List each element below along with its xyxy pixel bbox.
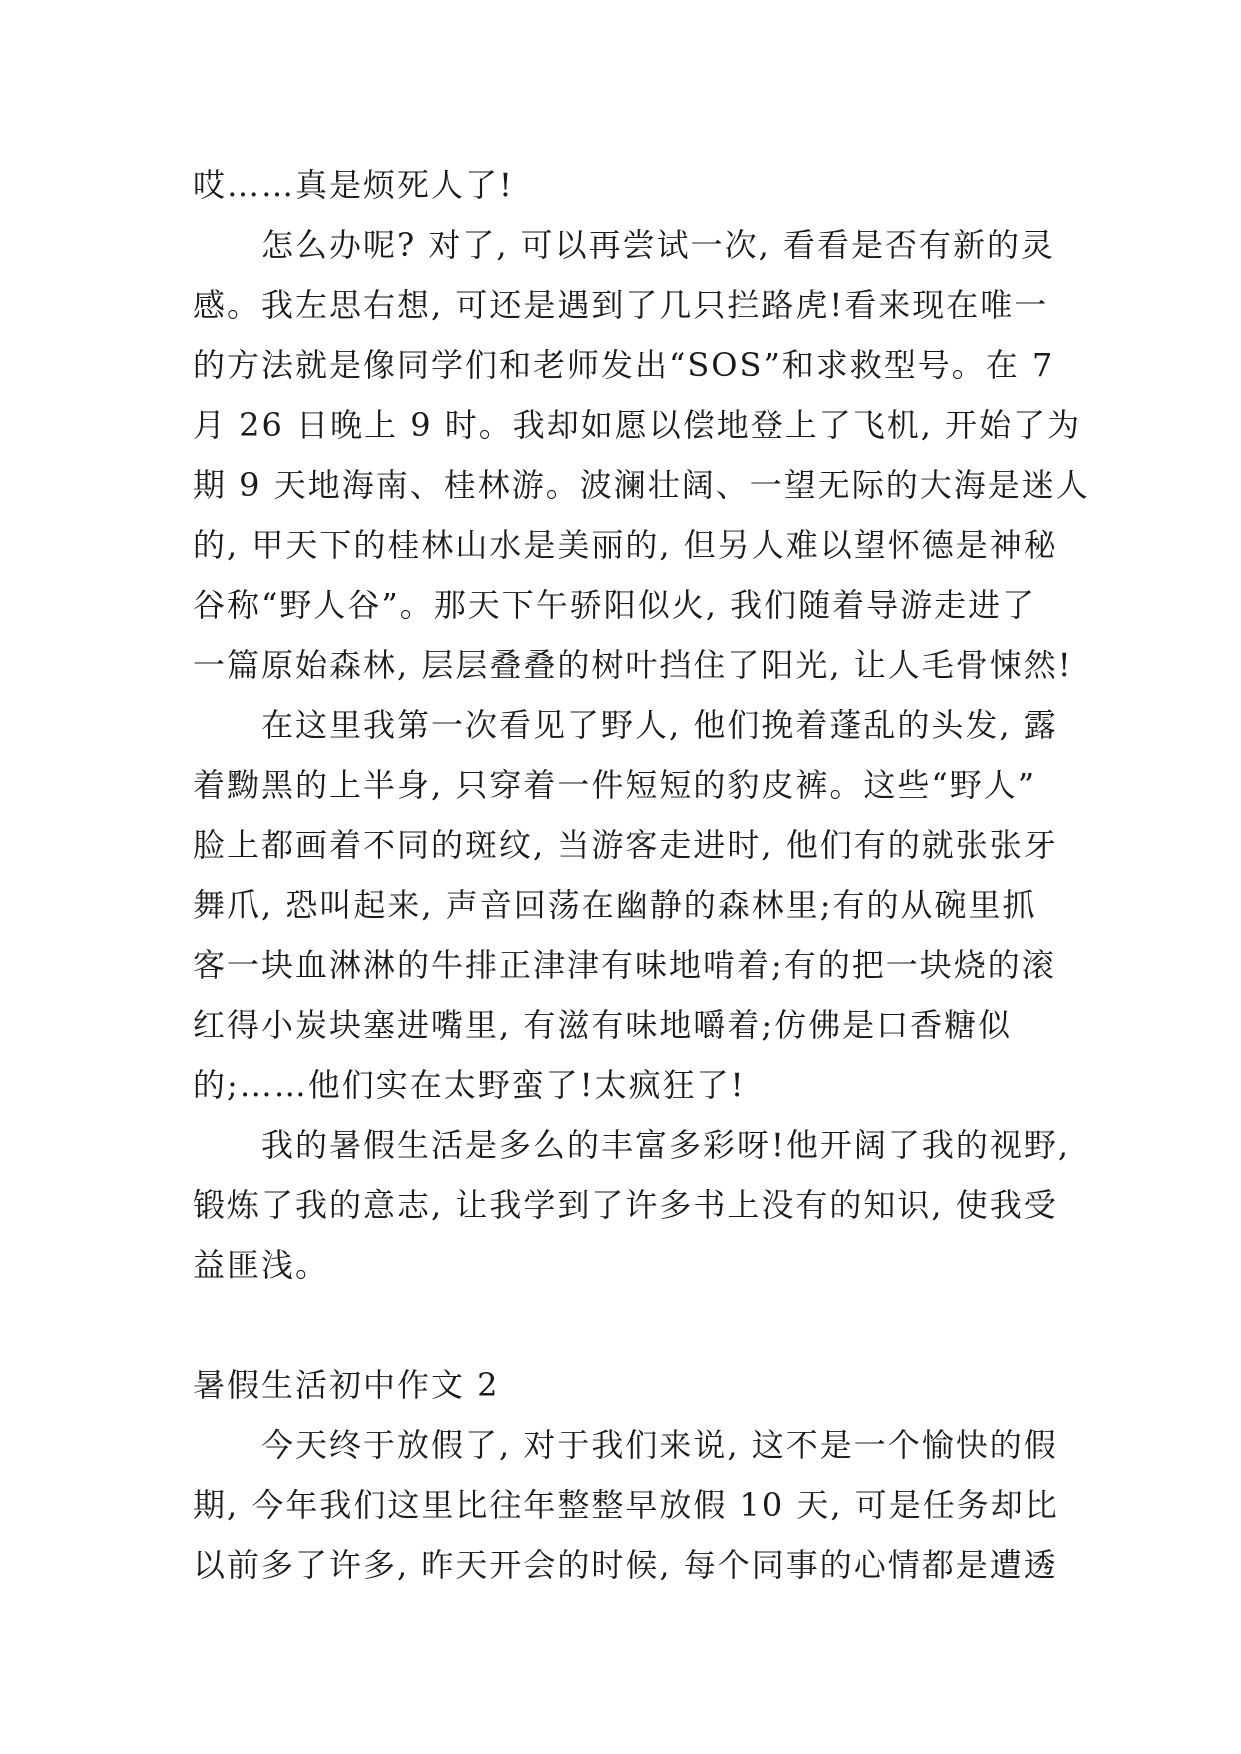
- paragraph-line: 锻炼了我的意志, 让我学到了许多书上没有的知识, 使我受: [193, 1186, 1058, 1224]
- paragraph-line: 期 9 天地海南、桂林游。波澜壮阔、一望无际的大海是迷人: [193, 466, 1090, 504]
- section-gap: [193, 1295, 1073, 1355]
- paragraph-line: 脸上都画着不同的斑纹, 当游客走进时, 他们有的就张张牙: [193, 826, 1058, 864]
- paragraph-line: 哎……真是烦死人了!: [193, 166, 514, 204]
- section-heading: 暑假生活初中作文 2: [193, 1366, 500, 1404]
- paragraph-line: 在这里我第一次看见了野人, 他们挽着蓬乱的头发, 露: [261, 706, 1058, 744]
- paragraph-line: 益匪浅。: [193, 1246, 330, 1284]
- paragraph-line: 感。我左思右想, 可还是遇到了几只拦路虎!看来现在唯一: [193, 286, 1049, 324]
- paragraph-line: 一篇原始森林, 层层叠叠的树叶挡住了阳光, 让人毛骨悚然!: [193, 646, 1073, 684]
- paragraph-line: 以前多了许多, 昨天开会的时候, 每个同事的心情都是遭透: [193, 1546, 1058, 1584]
- paragraph-line: 着黝黑的上半身, 只穿着一件短短的豹皮裤。这些“野人”: [193, 766, 1037, 804]
- document-body: [193, 155, 1090, 1595]
- paragraph-line: 的方法就是像同学们和老师发出“SOS”和求救型号。在 7: [193, 346, 1055, 384]
- paragraph-line: 客一块血淋淋的牛排正津津有味地啃着;有的把一块烧的滚: [193, 946, 1056, 984]
- paragraph-line: 的, 甲天下的桂林山水是美丽的, 但另人难以望怀德是神秘: [193, 526, 1058, 564]
- paragraph-line: 我的暑假生活是多么的丰富多彩呀!他开阔了我的视野,: [261, 1126, 1071, 1164]
- paragraph-line: 月 26 日晚上 9 时。我却如愿以偿地登上了飞机, 开始了为: [193, 406, 1082, 444]
- paragraph-line: 怎么办呢? 对了, 可以再尝试一次, 看看是否有新的灵: [261, 226, 1056, 264]
- paragraph-line: 舞爪, 恐叫起来, 声音回荡在幽静的森林里;有的从碗里抓: [193, 886, 1037, 924]
- paragraph-line: 今天终于放假了, 对于我们来说, 这不是一个愉快的假: [261, 1426, 1058, 1464]
- paragraph-line: 期, 今年我们这里比往年整整早放假 10 天, 可是任务却比: [193, 1486, 1059, 1524]
- paragraph-line: 的;……他们实在太野蛮了!太疯狂了!: [193, 1066, 746, 1104]
- paragraph-line: 红得小炭块塞进嘴里, 有滋有味地嚼着;仿佛是口香糖似: [193, 1006, 1013, 1044]
- paragraph-line: 谷称“野人谷”。那天下午骄阳似火, 我们随着导游走进了: [193, 586, 1037, 624]
